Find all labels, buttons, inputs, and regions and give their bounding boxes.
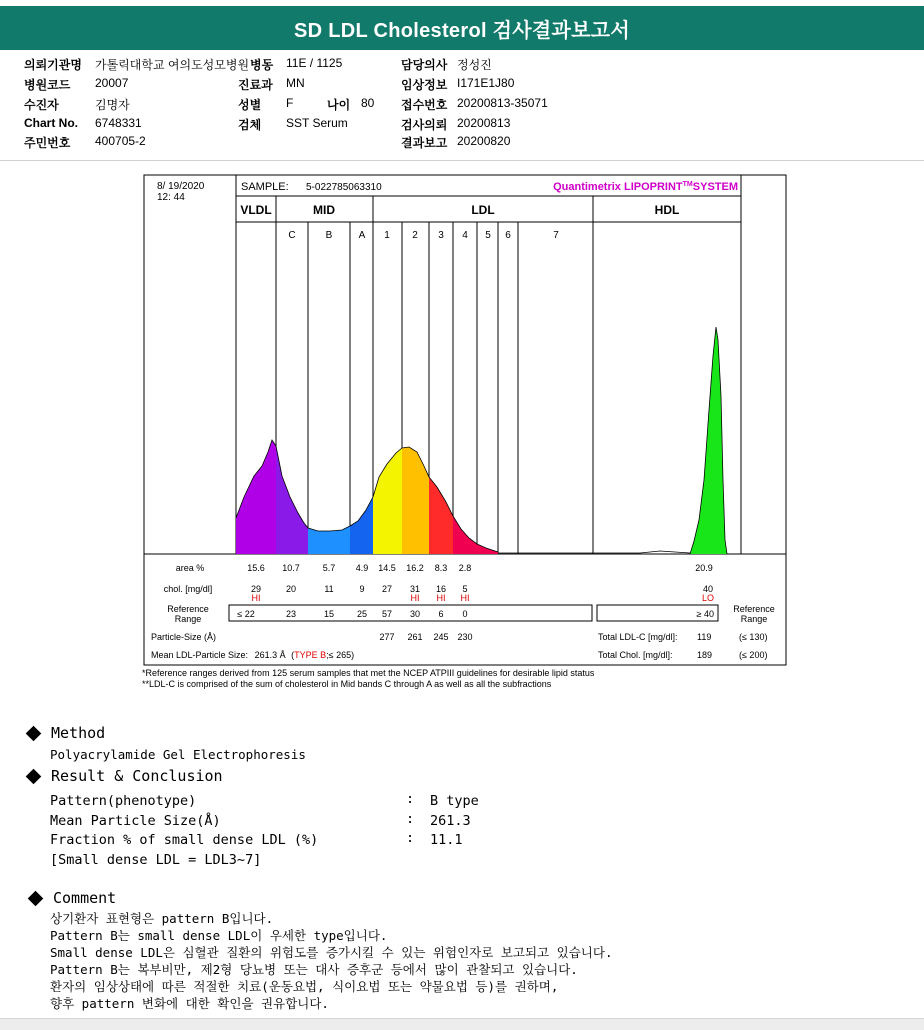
page-bottom-bar — [0, 1018, 924, 1030]
hdl-ref-value: ≥ 40 — [696, 609, 714, 619]
ref-value: 0 — [462, 609, 468, 619]
area-value: 5.7 — [322, 563, 336, 573]
chol-value: 5 — [462, 584, 468, 594]
label-patient-name: 수진자 — [24, 98, 59, 112]
diamond-bullet-icon — [28, 890, 44, 906]
method-text: Polyacrylamide Gel Electrophoresis — [50, 747, 306, 762]
brand-suffix: SYSTEM — [692, 181, 738, 193]
chol-value: 31 — [409, 584, 421, 594]
result-colon: : — [406, 791, 415, 807]
value-physician: 정성진 — [457, 58, 492, 72]
test-date: 8/ 19/2020 — [157, 181, 205, 192]
brand-logo — [553, 181, 738, 193]
method-heading — [24, 724, 105, 742]
mean-label: Mean LDL-Particle Size: — [151, 650, 249, 660]
footnote-2: **LDL-C is comprised of the sum of cholesterol in Mid bands C through A as well as all the subfractions — [142, 679, 552, 689]
right-ref-2: Range — [740, 614, 768, 624]
area-value: 10.7 — [282, 563, 300, 573]
chol-value: 11 — [324, 584, 334, 594]
label-request-date: 검사의뢰 — [401, 118, 448, 132]
ref-value: ≤ 22 — [237, 609, 255, 619]
ref-value: 15 — [323, 609, 335, 619]
value-department: MN — [286, 76, 305, 90]
method-heading-text: Method — [51, 724, 106, 742]
band-label-6: 6 — [505, 230, 511, 241]
particle-size-value: 277 — [379, 632, 395, 642]
comment-line: 상기환자 표현형은 pattern B입니다. — [50, 911, 274, 926]
hdl-area: 20.9 — [695, 563, 713, 573]
total-chol-value: 189 — [697, 650, 713, 660]
label-clinical-info: 임상정보 — [401, 78, 448, 92]
result-value-pattern: B type — [430, 793, 479, 809]
value-specimen: SST Serum — [286, 116, 348, 130]
value-age: 80 — [361, 96, 375, 110]
brand-tm: TM — [682, 181, 693, 188]
row-label-ref-1: Reference — [167, 604, 209, 614]
result-label-fraction: Fraction % of small dense LDL (%) — [50, 832, 319, 848]
chol-flag: HI — [410, 593, 420, 603]
comment-line: Pattern B는 복부비만, 제2형 당뇨병 또는 대사 증후군 등에서 많이 관찰되고 있습니다. — [50, 962, 578, 977]
value-report-date: 20200820 — [457, 134, 511, 148]
brand-name: Quantimetrix LIPOPRINT — [553, 181, 683, 193]
value-receipt-no: 20200813-35071 — [457, 96, 548, 110]
area-value: 8.3 — [434, 563, 448, 573]
ref-value: 23 — [285, 609, 297, 619]
particle-size-value: 261 — [407, 632, 423, 642]
band-label-b: B — [325, 230, 333, 241]
band-label-3: 3 — [438, 230, 444, 241]
total-chol-label: Total Chol. [mg/dl]: — [598, 650, 673, 660]
label-receipt-no: 접수번호 — [401, 98, 448, 112]
result-label-mean: Mean Particle Size(Å) — [50, 813, 221, 829]
group-label-vldl: VLDL — [240, 203, 272, 217]
group-label-ldl: LDL — [471, 203, 495, 217]
footnote-1: *Reference ranges derived from 125 serum samples that met the NCEP ATPIII guidelines for desirable lipid status — [142, 668, 595, 678]
label-hospital-code: 병원코드 — [24, 78, 71, 92]
result-value-fraction: 11.1 — [430, 832, 463, 848]
value-hospital-code: 20007 — [95, 76, 129, 90]
band-label-a: A — [358, 230, 366, 241]
result-colon: : — [406, 830, 415, 846]
value-sex: F — [286, 96, 294, 110]
result-label-pattern: Pattern(phenotype) — [50, 793, 197, 809]
mean-type: TYPE B — [294, 650, 327, 660]
ref-value: 25 — [356, 609, 368, 619]
particle-size-value: 245 — [433, 632, 449, 642]
comment-heading — [26, 889, 116, 907]
comment-line: 향후 pattern 변화에 대한 확인을 권유합니다. — [50, 996, 329, 1011]
chol-flag: HI — [460, 593, 470, 603]
chol-value: 9 — [359, 584, 365, 594]
result-heading — [24, 767, 223, 785]
comment-line: Pattern B는 small dense LDL이 우세한 type입니다. — [50, 928, 388, 943]
test-time: 12: 44 — [157, 192, 185, 203]
value-ward: 11E / 1125 — [286, 56, 343, 70]
area-value: 16.2 — [406, 563, 424, 573]
row-label-particle-size: Particle-Size (Å) — [151, 632, 217, 642]
comment-line: 환자의 임상상태에 따른 적절한 치료(운동요법, 식이요법 또는 약물요법 등)를 권하며, — [50, 979, 559, 994]
area-value: 14.5 — [378, 563, 396, 573]
hdl-chol: 40 — [702, 584, 714, 594]
label-sex: 성별 — [238, 98, 262, 112]
comment-line: Small dense LDL은 심혈관 질환의 위험도를 증가시킬 수 있는 위험인자로 보고되고 있습니다. — [50, 945, 613, 960]
group-label-hdl: HDL — [654, 203, 680, 217]
ref-value: 57 — [381, 609, 393, 619]
total-chol-ref: (≤ 200) — [739, 650, 768, 660]
hdl-flag: LO — [701, 593, 715, 603]
diamond-bullet-icon — [26, 725, 42, 741]
right-ref-1: Reference — [733, 604, 775, 614]
ref-value: 30 — [409, 609, 421, 619]
result-note: [Small dense LDL = LDL3~7] — [50, 852, 262, 868]
value-clinical-info: I171E1J80 — [457, 76, 515, 90]
label-chart-no: Chart No. — [24, 116, 78, 130]
band-label-c: C — [288, 230, 296, 241]
band-label-7: 7 — [553, 230, 559, 241]
particle-size-value: 230 — [457, 632, 473, 642]
row-label-chol: chol. [mg/dl] — [163, 584, 213, 594]
chol-value: 20 — [285, 584, 297, 594]
chol-value: 16 — [435, 584, 447, 594]
label-physician: 담당의사 — [401, 58, 448, 72]
label-institution: 의뢰기관명 — [24, 58, 82, 72]
total-ldl-label: Total LDL-C [mg/dl]: — [598, 632, 678, 642]
chol-flag: HI — [251, 593, 261, 603]
comment-heading-text: Comment — [53, 889, 117, 907]
band-label-1: 1 — [384, 230, 390, 241]
label-age: 나이 — [327, 98, 351, 112]
area-value: 4.9 — [355, 563, 369, 573]
mean-ref: ;≤ 265) — [326, 650, 355, 660]
area-value: 2.8 — [458, 563, 472, 573]
mean-open: ( — [291, 650, 295, 660]
total-ldl-ref: (≤ 130) — [739, 632, 768, 642]
chol-value: 27 — [381, 584, 393, 594]
diamond-bullet-icon — [26, 768, 42, 784]
result-heading-text: Result & Conclusion — [51, 767, 223, 785]
ref-value: 6 — [438, 609, 444, 619]
result-value-mean: 261.3 — [430, 813, 471, 829]
label-ward: 병동 — [250, 58, 274, 72]
band-label-2: 2 — [412, 230, 418, 241]
total-ldl-value: 119 — [697, 632, 712, 642]
area-value: 15.6 — [247, 563, 265, 573]
group-label-mid: MID — [313, 203, 335, 217]
mean-value: 261.3 Å — [254, 650, 286, 660]
report-title: SD LDL Cholesterol 검사결과보고서 — [0, 6, 924, 50]
sample-label: SAMPLE: — [241, 181, 289, 193]
sample-id: 5-022785063310 — [306, 182, 382, 193]
row-label-area: area % — [175, 563, 205, 573]
value-patient-name: 김명자 — [95, 98, 130, 112]
band-label-4: 4 — [462, 230, 468, 241]
value-resident-no: 400705-2 — [95, 134, 146, 148]
label-department: 진료과 — [238, 78, 273, 92]
chol-value: 29 — [250, 584, 262, 594]
value-request-date: 20200813 — [457, 116, 511, 130]
label-specimen: 검체 — [238, 118, 262, 132]
row-label-ref-2: Range — [174, 614, 202, 624]
label-resident-no: 주민번호 — [24, 136, 71, 150]
band-label-5: 5 — [485, 230, 491, 241]
chol-flag: HI — [436, 593, 446, 603]
label-report-date: 결과보고 — [401, 136, 448, 150]
value-chart-no: 6748331 — [95, 116, 142, 130]
result-colon: : — [406, 811, 415, 827]
value-institution: 가톨릭대학교 여의도성모병원 — [95, 58, 250, 72]
